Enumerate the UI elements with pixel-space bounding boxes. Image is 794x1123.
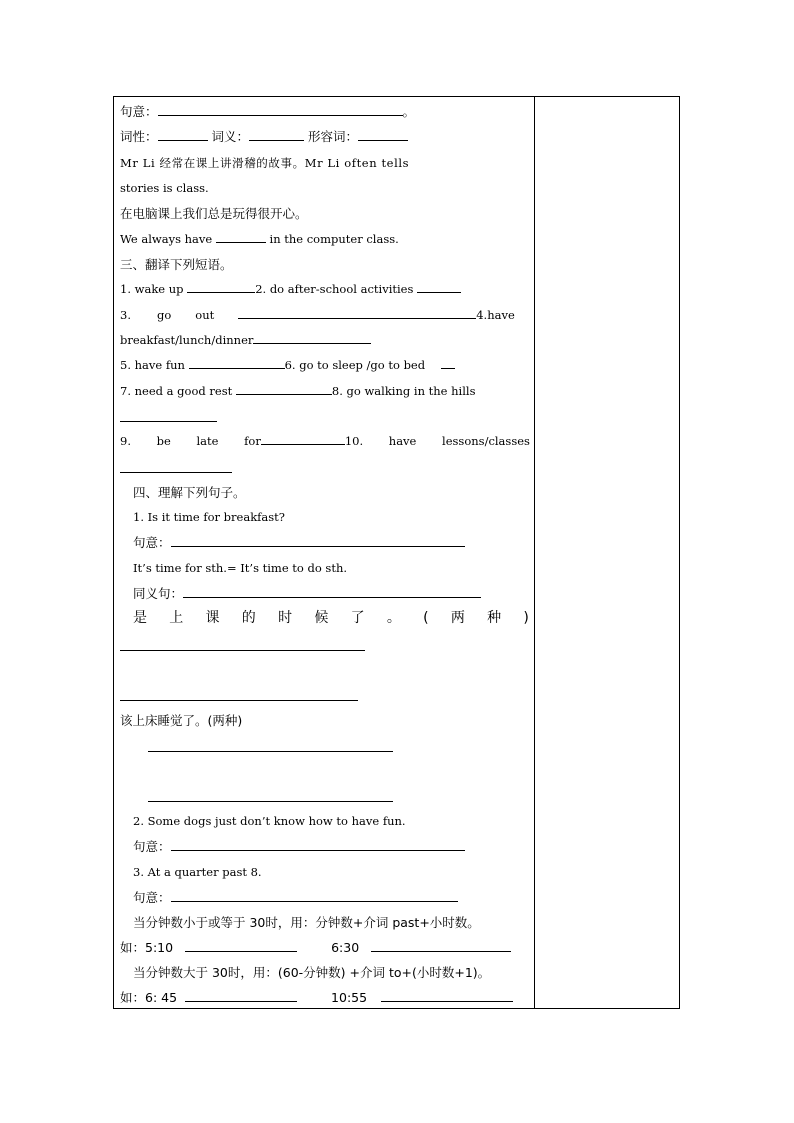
word: have <box>388 434 417 448</box>
text: in the computer class. <box>269 232 399 246</box>
phrase-5: 5. have fun <box>120 358 185 372</box>
phrase: breakfast/lunch/dinner <box>120 333 254 347</box>
phrase-line-5 <box>120 353 530 378</box>
time-example-1 <box>120 935 530 960</box>
label-pos: 词性： <box>120 129 158 144</box>
blank[interactable] <box>183 583 481 598</box>
char: 。 <box>386 610 401 626</box>
synonym-line <box>133 581 543 606</box>
example-sentence-cont: stories is class. <box>120 181 209 195</box>
phrase-2: 2. do after-school activities <box>255 282 414 296</box>
meaning-line-2 <box>133 530 543 555</box>
sentence-en-fill <box>120 227 530 252</box>
blank-adj[interactable] <box>358 126 408 141</box>
meaning-line-3 <box>133 834 543 859</box>
phrase-1: 1. wake up <box>120 282 184 296</box>
example-sentence-cn: Mr Li 经常在课上讲滑稽的故事。Mr Li often tells <box>120 156 410 170</box>
blank[interactable] <box>441 354 455 369</box>
blank[interactable] <box>171 836 465 851</box>
blank[interactable] <box>120 650 365 651</box>
char: 时 <box>278 610 293 626</box>
blank-pos[interactable] <box>158 126 208 141</box>
blank[interactable] <box>120 472 232 473</box>
phrase-line-9 <box>120 429 530 454</box>
phrase-line-1 <box>120 277 530 302</box>
time-rule-1: 当分钟数小于或等于 30时，用：分钟数+介词 past+小时数。 <box>133 915 480 930</box>
word-class-line <box>120 124 530 149</box>
word: lessons/classes <box>442 434 530 448</box>
label-meaning: 词义： <box>207 129 249 144</box>
blank[interactable] <box>148 751 393 752</box>
word: out <box>195 308 215 322</box>
blank[interactable] <box>371 937 511 952</box>
period: 。 <box>402 104 416 119</box>
char: 的 <box>241 610 256 626</box>
blank[interactable] <box>187 278 255 293</box>
num: 10. <box>344 434 364 448</box>
char: 上 <box>169 610 184 626</box>
label: 句意： <box>133 535 171 550</box>
label: 同义句： <box>133 586 184 601</box>
blank[interactable] <box>216 228 266 243</box>
word: go <box>156 308 172 322</box>
phrase-7: 7. need a good rest <box>120 384 233 398</box>
label: 句意： <box>133 890 171 905</box>
phrase-line-3 <box>120 303 530 328</box>
blank[interactable] <box>238 304 476 319</box>
section-3-heading: 三、翻译下列短语。 <box>120 257 233 272</box>
blank[interactable] <box>253 329 371 344</box>
blank[interactable] <box>185 937 297 952</box>
example: 10:55 <box>331 990 368 1005</box>
text: We always have <box>120 232 213 246</box>
time-rule-2: 当分钟数大于 30时，用：(60-分钟数) +介词 to+(小时数+1)。 <box>133 965 491 980</box>
sentence-3: 3. At a quarter past 8. <box>133 865 262 879</box>
section-4-heading: 四、理解下列句子。 <box>133 485 246 500</box>
blank[interactable] <box>417 278 461 293</box>
sentence-cn: 在电脑课上我们总是玩得很开心。 <box>120 206 308 221</box>
meaning-line-1 <box>120 99 530 124</box>
translate-prompt-2: 该上床睡觉了。(两种) <box>120 713 243 728</box>
blank[interactable] <box>381 987 513 1002</box>
char: 是 <box>133 610 147 626</box>
blank[interactable] <box>171 532 465 547</box>
blank[interactable] <box>261 430 345 445</box>
phrase-8: 8. go walking in the hills <box>331 384 476 398</box>
sentence-1: 1. Is it time for breakfast? <box>133 510 285 524</box>
label: 句意： <box>120 104 158 119</box>
blank[interactable] <box>189 354 285 369</box>
char: 两 <box>450 610 465 626</box>
blank[interactable] <box>158 101 403 116</box>
meaning-line-4 <box>133 885 543 910</box>
blank[interactable] <box>120 700 358 701</box>
char: 课 <box>205 610 220 626</box>
char: 种 <box>487 610 502 626</box>
translate-prompt-1 <box>133 606 529 631</box>
blank[interactable] <box>185 987 297 1002</box>
phrase-line-4 <box>120 328 530 353</box>
word: be <box>156 434 171 448</box>
blank[interactable] <box>120 421 217 422</box>
label-adj: 形容词： <box>304 129 358 144</box>
char: 了 <box>350 610 365 626</box>
blank[interactable] <box>148 801 393 802</box>
phrase-4: 4.have <box>476 308 515 322</box>
time-example-2 <box>120 985 530 1010</box>
blank[interactable] <box>236 380 332 395</box>
char: ) <box>523 610 529 626</box>
example: 如：5:10 <box>120 940 174 955</box>
char: ( <box>423 610 429 626</box>
phrase-line-7 <box>120 379 530 404</box>
num: 9. <box>120 434 131 448</box>
word: for <box>244 434 261 448</box>
blank-meaning[interactable] <box>249 126 304 141</box>
example: 如：6: 45 <box>120 990 178 1005</box>
sentence-2: 2. Some dogs just don’t know how to have fun. <box>133 814 406 828</box>
label: 句意： <box>133 839 171 854</box>
word: late <box>196 434 219 448</box>
phrase-6: 6. go to sleep /go to bed <box>284 358 426 372</box>
char: 候 <box>314 610 329 626</box>
grammar-note: It’s time for sth.= It’s time to do sth. <box>133 561 348 575</box>
example: 6:30 <box>331 940 360 955</box>
blank[interactable] <box>171 887 458 902</box>
num: 3. <box>120 308 131 322</box>
